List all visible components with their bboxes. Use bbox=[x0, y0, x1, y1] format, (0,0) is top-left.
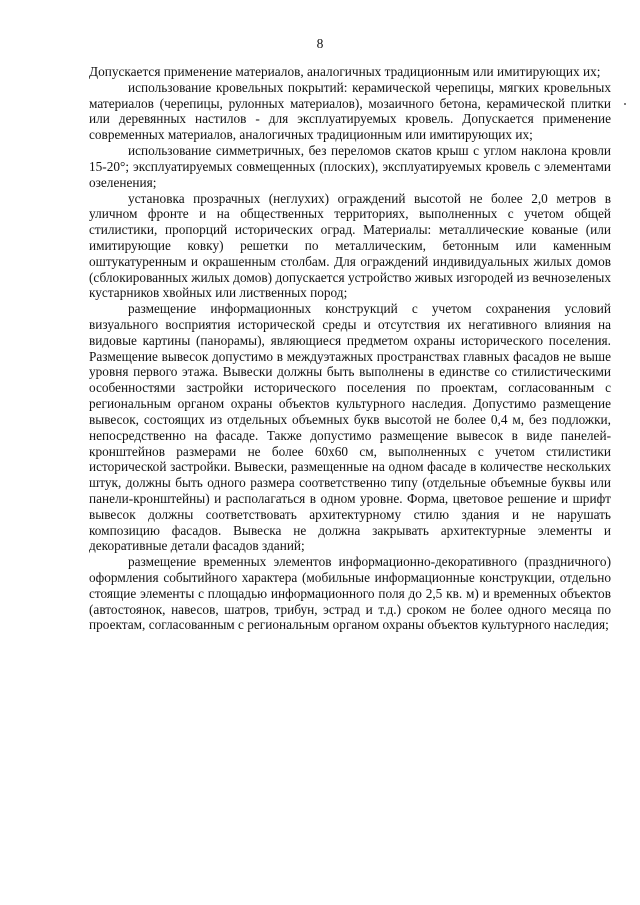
paragraph-fences: установка прозрачных (неглухих) ограждений высотой не более 2,0 метров в уличном фронте и на общественных территориях, выполненных с учетом общей стилистики, пропорций исторических оград. Материалы: металлические кованые (или имитирующие ковку) решетки по металлическим, бетонным или каменным оштукатуренным и окрашенным столбам. Для ограждений индивидуальных жилых домов (сблокированных жилых домов) допускается устройство живых изгородей из вечнозеленых кустарников хвойных или лиственных пород; bbox=[89, 190, 611, 301]
paragraph-roof-coverings: использование кровельных покрытий: керамической черепицы, мягких кровельных материалов (черепицы, рулонных материалов), мозаичного бетона, керамической плитки или деревянных настилов - для эксплуатируемых кровель. Допускается применение современных материалов, аналогичных традиционным или имитирующих их; bbox=[89, 79, 611, 143]
paragraph-roof-slopes: использование симметричных, без переломов скатов крыш с углом наклона кровли 15-20°; эксплуатируемых совмещенных (плоских), эксплуатируемых кровель с элементами озеленения; bbox=[89, 143, 611, 190]
document-body bbox=[89, 64, 611, 633]
paragraph-temporary-elements: размещение временных элементов информационно-декоративного (праздничного) оформления событийного характера (мобильные информационные конструкции, отдельно стоящие элементы с площадью информационного поля до 2,5 кв. м) и временных объектов (автостоянок, навесов, шатров, трибун, эстрад и т.д.) сроком не более одного месяца по проектам, согласованным с региональным органом охраны объектов культурного наследия; bbox=[89, 554, 611, 633]
paragraph-information-structures: размещение информационных конструкций с учетом сохранения условий визуального восприятия исторической среды и отсутствия их негативного влияния на видовые картины (панорамы), являющиеся предметом охраны исторического поселения. Размещение вывесок допустимо в междуэтажных пространствах главных фасадов не выше уровня первого этажа. Вывески должны быть выполнены в единстве со стилистическими особенностями застройки исторического поселения по проектам, согласованным с региональным органом охраны объектов культурного наследия. Допустимо размещение вывесок, состоящих из отдельных объемных букв высотой не более 0,4 м, без подложки, непосредственно на фасаде. Также допустимо размещение вывесок в виде панелей-кронштейнов размерами не более 60х60 см, выполненных с учетом стилистики исторической застройки. Вывески, размещенные на одном фасаде в количестве нескольких штук, должны быть одного размера соответственно типу (отдельные объемные буквы или панели-кронштейны) и располагаться в одном уровне. Форма, цветовое решение и шрифт вывесок должны соответствовать архитектурному стилю здания и не нарушать композицию фасадов. Вывеска не должна закрывать архитектурные элементы и декоративные детали фасадов зданий; bbox=[89, 301, 611, 554]
scan-speck bbox=[624, 103, 626, 105]
paragraph-materials-continuation: Допускается применение материалов, аналогичных традиционным или имитирующих их; bbox=[89, 64, 601, 79]
page-number: 8 bbox=[316, 36, 324, 51]
